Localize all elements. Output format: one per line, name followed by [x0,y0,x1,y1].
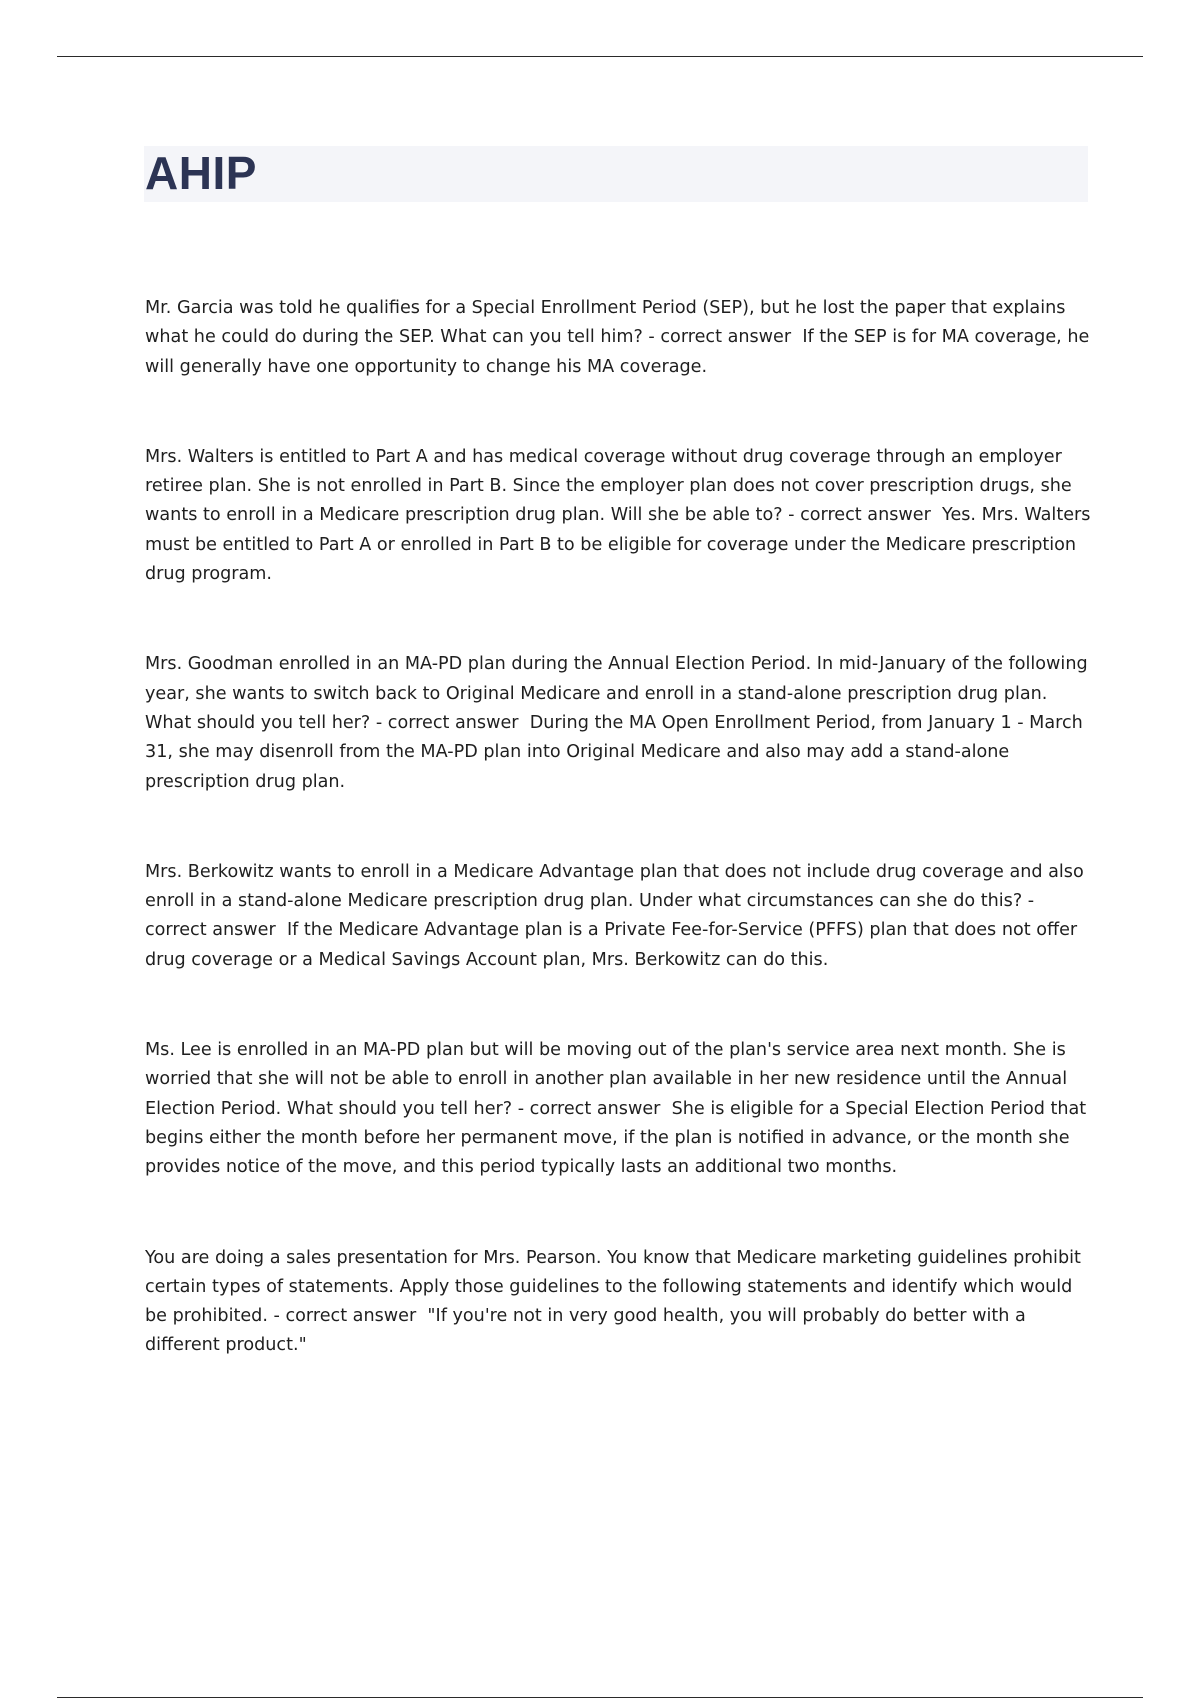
answer-separator: - correct answer [512,1098,672,1119]
qa-item [145,858,1095,975]
answer-text: If the Medicare Advantage plan is a Private Fee-for-Service (PFFS) plan that does not offer drug coverage or a Medical Savings Account plan, Mrs. Berkowitz can do this. [145,920,1083,970]
question-text: Mrs. Walters is entitled to Part A and has medical coverage without drug coverage through an employer retiree plan. She is not enrolled in Part B. Since the employer plan does not cover prescription drugs, she wants to enroll in a Medicare prescription drug plan. Will she be able to? [145,446,1078,526]
answer-text: During the MA Open Enrollment Period, from January 1 - March 31, she may disenroll from the MA-PD plan into Original Medicare and also may add a stand-alone prescription drug plan. [145,712,1089,792]
answer-separator: - correct answer [145,891,1040,941]
header-rule [57,56,1143,57]
qa-list [145,294,1095,1422]
answer-text: Yes. Mrs. Walters must be entitled to Part A or enrolled in Part B to be eligible for coverage under the Medicare prescription drug program. [145,505,1097,585]
page-title: AHIP [145,147,257,199]
answer-separator: - correct answer [642,327,803,348]
qa-item [145,294,1095,382]
qa-item [145,443,1095,589]
question-text: Ms. Lee is enrolled in an MA-PD plan but will be moving out of the plan's service area next month. She is worried that she will not be able to enroll in another plan available in her new residence until the Annual Election Period. What should you tell her? [145,1040,1073,1119]
answer-separator: - correct answer [267,1306,428,1327]
answer-separator: - correct answer [370,712,530,733]
question-text: You are doing a sales presentation for Mrs. Pearson. You know that Medicare marketing guidelines prohibit certain types of statements. Apply those guidelines to the following statements and identify which would be prohibited. [145,1247,1087,1327]
footer-rule [57,1697,1143,1698]
question-text: Mrs. Goodman enrolled in an MA-PD plan during the Annual Election Period. In mid-January of the following year, she wants to switch back to Original Medicare and enroll in a stand-alone prescription drug plan. What should you tell her? [145,654,1094,733]
qa-item [145,1036,1095,1182]
answer-text: "If you're not in very good health, you will probably do better with a different product." [145,1306,1032,1356]
qa-item [145,1244,1095,1361]
answer-text: If the SEP is for MA coverage, he will generally have one opportunity to change his MA coverage. [145,327,1095,377]
title-band [144,146,1088,202]
question-text: Mrs. Berkowitz wants to enroll in a Medicare Advantage plan that does not include drug coverage and also enroll in a stand-alone Medicare prescription drug plan. Under what circumstances can she do this? [145,861,1090,912]
question-text: Mr. Garcia was told he qualifies for a Special Enrollment Period (SEP), but he lost the paper that explains what he could do during the SEP. What can you tell him? [145,298,1071,348]
qa-item [145,650,1095,796]
answer-text: She is eligible for a Special Election Period that begins either the month before her permanent move, if the plan is notified in advance, or the month she provides notice of the move, and this period typically lasts an additional two months. [145,1098,1092,1178]
answer-separator: - correct answer [782,505,943,526]
